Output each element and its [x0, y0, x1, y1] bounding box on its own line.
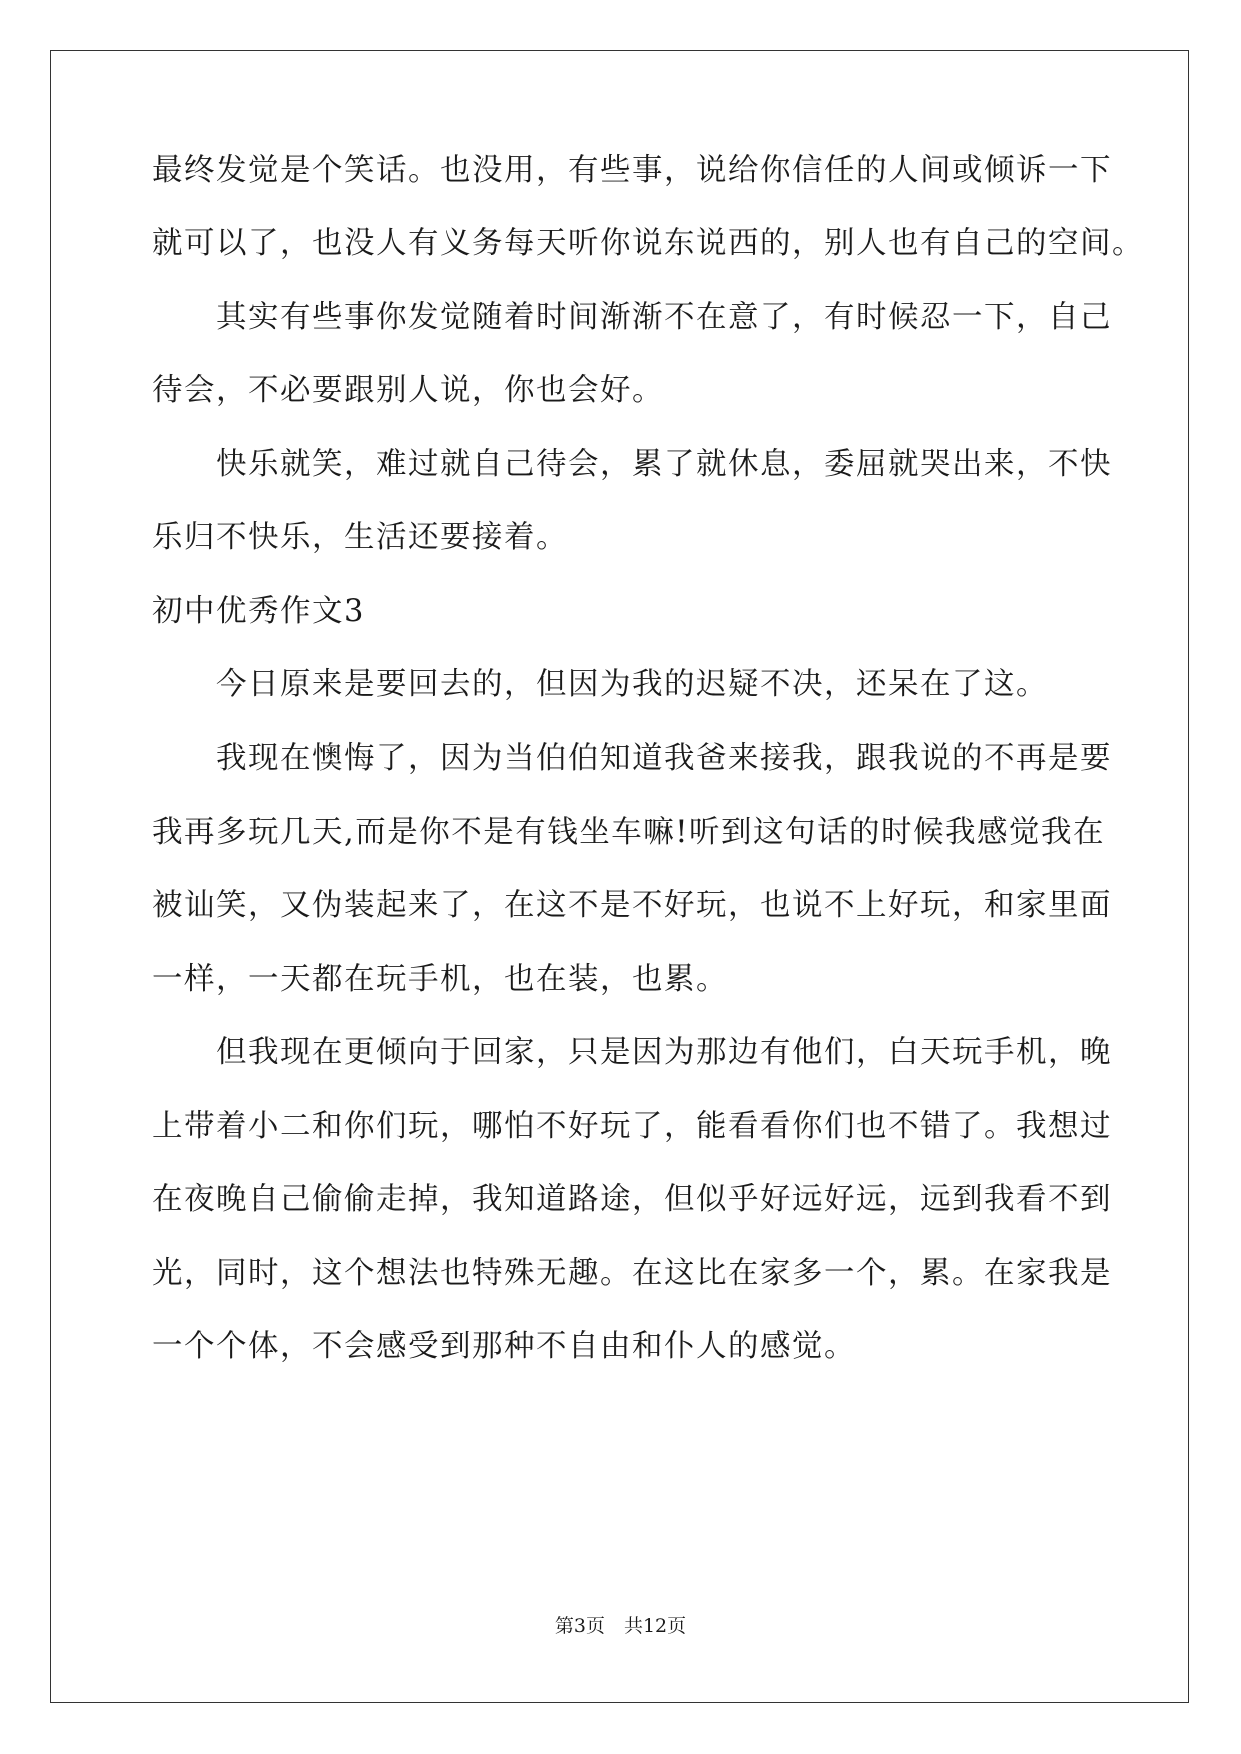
text-line: 其实有些事你发觉随着时间渐渐不在意了，有时候忍一下，自己 — [152, 300, 1112, 335]
text-line: 光，同时，这个想法也特殊无趣。在这比在家多一个，累。在家我是 — [152, 1256, 1112, 1291]
text-line: 在夜晚自己偷偷走掉，我知道路途，但似乎好远好远，远到我看不到 — [152, 1182, 1112, 1217]
section-heading: 初中优秀作文3 — [152, 594, 365, 629]
text-line: 就可以了，也没人有义务每天听你说东说西的，别人也有自己的空间。 — [152, 226, 1144, 261]
page-border — [50, 50, 1189, 1703]
text-line: 上带着小二和你们玩，哪怕不好玩了，能看看你们也不错了。我想过 — [152, 1109, 1112, 1144]
text-line: 快乐就笑，难过就自己待会，累了就休息，委屈就哭出来，不快 — [152, 447, 1112, 482]
text-line: 一个个体，不会感受到那种不自由和仆人的感觉。 — [152, 1329, 856, 1364]
text-line: 我再多玩几天,而是你不是有钱坐车嘛!听到这句话的时候我感觉我在 — [152, 815, 1105, 850]
text-line: 我现在懊悔了，因为当伯伯知道我爸来接我，跟我说的不再是要 — [152, 741, 1112, 776]
text-line: 今日原来是要回去的，但因为我的迟疑不决，还呆在了这。 — [152, 667, 1048, 702]
text-line: 待会，不必要跟别人说，你也会好。 — [152, 373, 664, 408]
text-line: 乐归不快乐，生活还要接着。 — [152, 520, 568, 555]
text-line: 最终发觉是个笑话。也没用，有些事，说给你信任的人间或倾诉一下 — [152, 153, 1112, 188]
page-number-footer: 第3页 共12页 — [554, 1615, 687, 1637]
text-line: 一样，一天都在玩手机，也在装，也累。 — [152, 962, 728, 997]
text-line: 但我现在更倾向于回家，只是因为那边有他们，白天玩手机，晚 — [152, 1035, 1112, 1070]
text-line: 被讪笑，又伪装起来了，在这不是不好玩，也说不上好玩，和家里面 — [152, 888, 1112, 923]
